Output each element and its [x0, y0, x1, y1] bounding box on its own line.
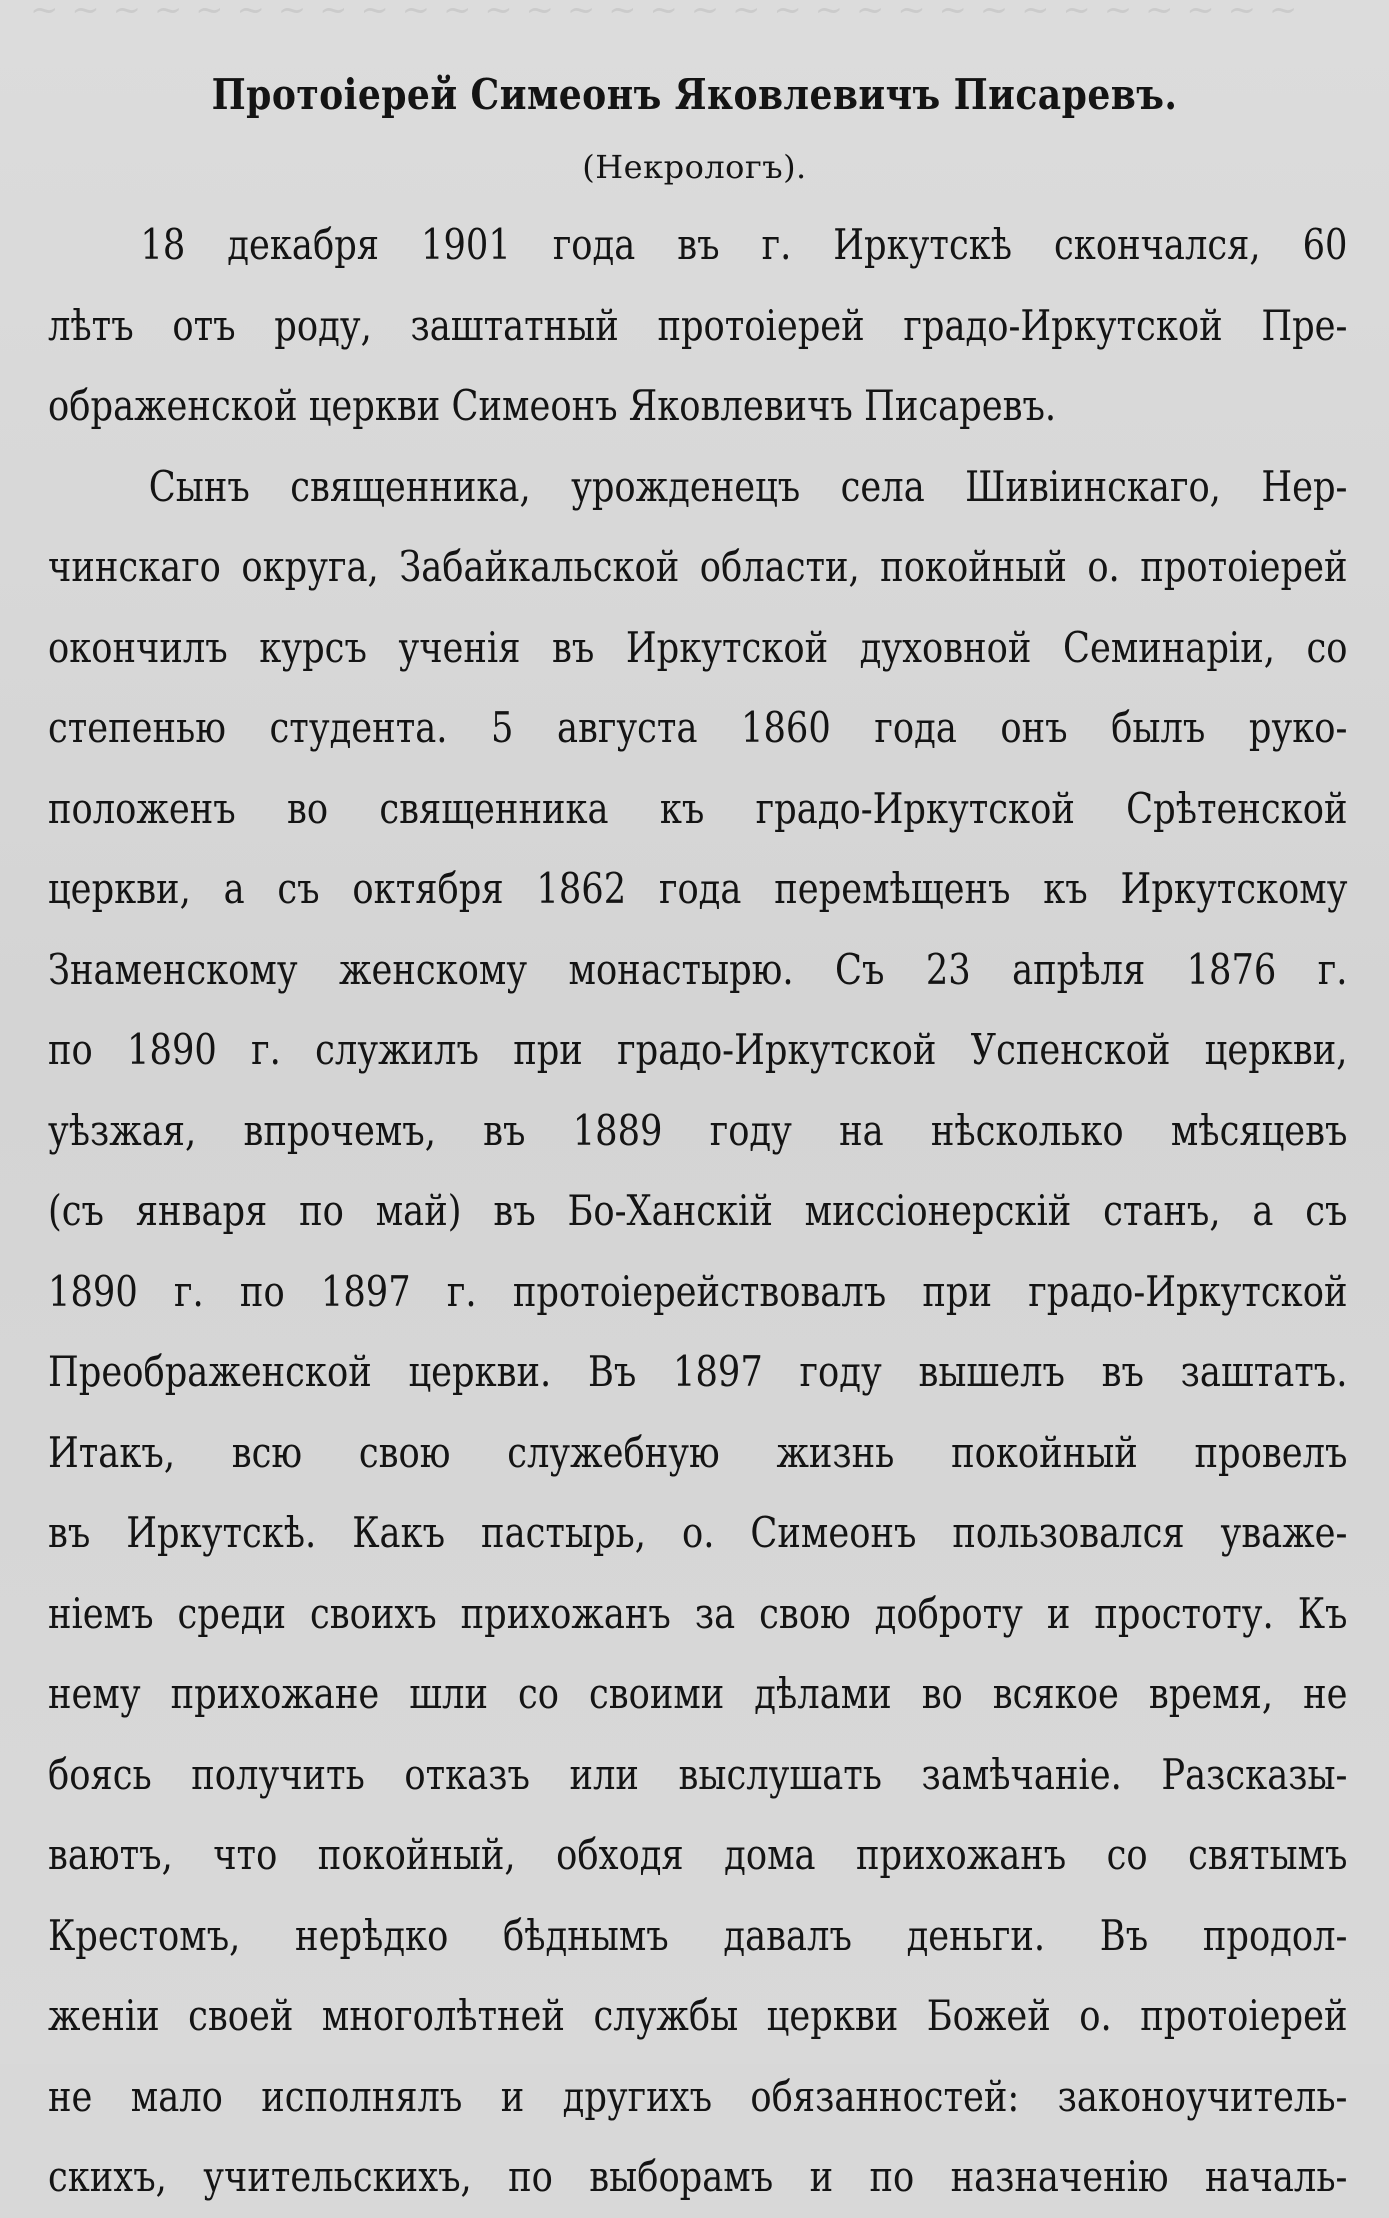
text-line: церкви, а съ октября 1862 года перемѣщенъ къ Иркутскому [48, 864, 1348, 913]
text-line: Знаменскому женскому монастырю. Съ 23 апрѣля 1876 г. [48, 944, 1348, 994]
article-subtitle: (Некрологъ). [582, 148, 807, 186]
text-line: не мало исполнялъ и другихъ обязанностей: законоучитель- [48, 2071, 1348, 2121]
text-line: женіи своей многолѣтней службы церкви Божей о. протоіерей [48, 1991, 1348, 2040]
text-line: нему прихожане шли со своими дѣлами во всякое время, не [48, 1669, 1348, 1718]
text-line: 18 декабря 1901 года въ г. Иркутскѣ скончался, 60 [140, 220, 1348, 269]
text-line: ніемъ среди своихъ прихожанъ за свою доброту и простоту. Къ [48, 1588, 1348, 1638]
text-line: лѣтъ отъ роду, заштатный протоіерей градо-Иркутской Пре- [48, 300, 1348, 350]
text-line: въ Иркутскѣ. Какъ пастырь, о. Симеонъ пользовался уваже- [48, 1508, 1348, 1557]
text-line: степенью студента. 5 августа 1860 года онъ былъ руко- [48, 703, 1348, 752]
text-line: Сынъ священника, урожденецъ села Шивіинскаго, Нер- [148, 461, 1348, 511]
article-title: Протоіерей Симеонъ Яковлевичъ Писаревъ. [211, 70, 1178, 119]
text-line: Крестомъ, нерѣдко бѣднымъ давалъ деньги. Въ продол- [48, 1910, 1348, 1960]
article-body [48, 205, 1348, 2218]
text-line: скихъ, учительскихъ, по выборамъ и по назначенію началь- [48, 2152, 1348, 2201]
text-line: (съ января по май) въ Бо-Ханскій миссіонерскій станъ, а съ [48, 1186, 1348, 1235]
show-through-text: ~ ~ ~ ~ ~ ~ ~ ~ ~ ~ ~ ~ ~ ~ ~ ~ ~ ~ ~ ~ ~ ~ ~ ~ ~ ~ ~ ~ ~ ~ ~ [30, 0, 1299, 30]
text-line: ваютъ, что покойный, обходя дома прихожанъ со святымъ [48, 1830, 1348, 1879]
text-line: окончилъ курсъ ученія въ Иркутской духовной Семинаріи, со [48, 622, 1348, 672]
text-line: боясь получить отказъ или выслушать замѣчаніе. Разсказы- [48, 1749, 1348, 1799]
text-line: 1890 г. по 1897 г. протоіерействовалъ при градо-Иркутской [48, 1266, 1348, 1316]
text-line: ображенской церкви Симеонъ Яковлевичъ Писаревъ. [48, 381, 1057, 430]
text-line: уѣзжая, впрочемъ, въ 1889 году на нѣсколько мѣсяцевъ [48, 1105, 1348, 1155]
text-line: Преображенской церкви. Въ 1897 году вышелъ въ заштатъ. [48, 1347, 1348, 1396]
text-line: по 1890 г. служилъ при градо-Иркутской Успенской церкви, [48, 1025, 1348, 1074]
text-line: Итакъ, всю свою служебную жизнь покойный провелъ [48, 1427, 1348, 1477]
text-line: чинскаго округа, Забайкальской области, покойный о. протоіерей [48, 542, 1348, 591]
text-line: положенъ во священника къ градо-Иркутской Срѣтенской [48, 783, 1348, 833]
